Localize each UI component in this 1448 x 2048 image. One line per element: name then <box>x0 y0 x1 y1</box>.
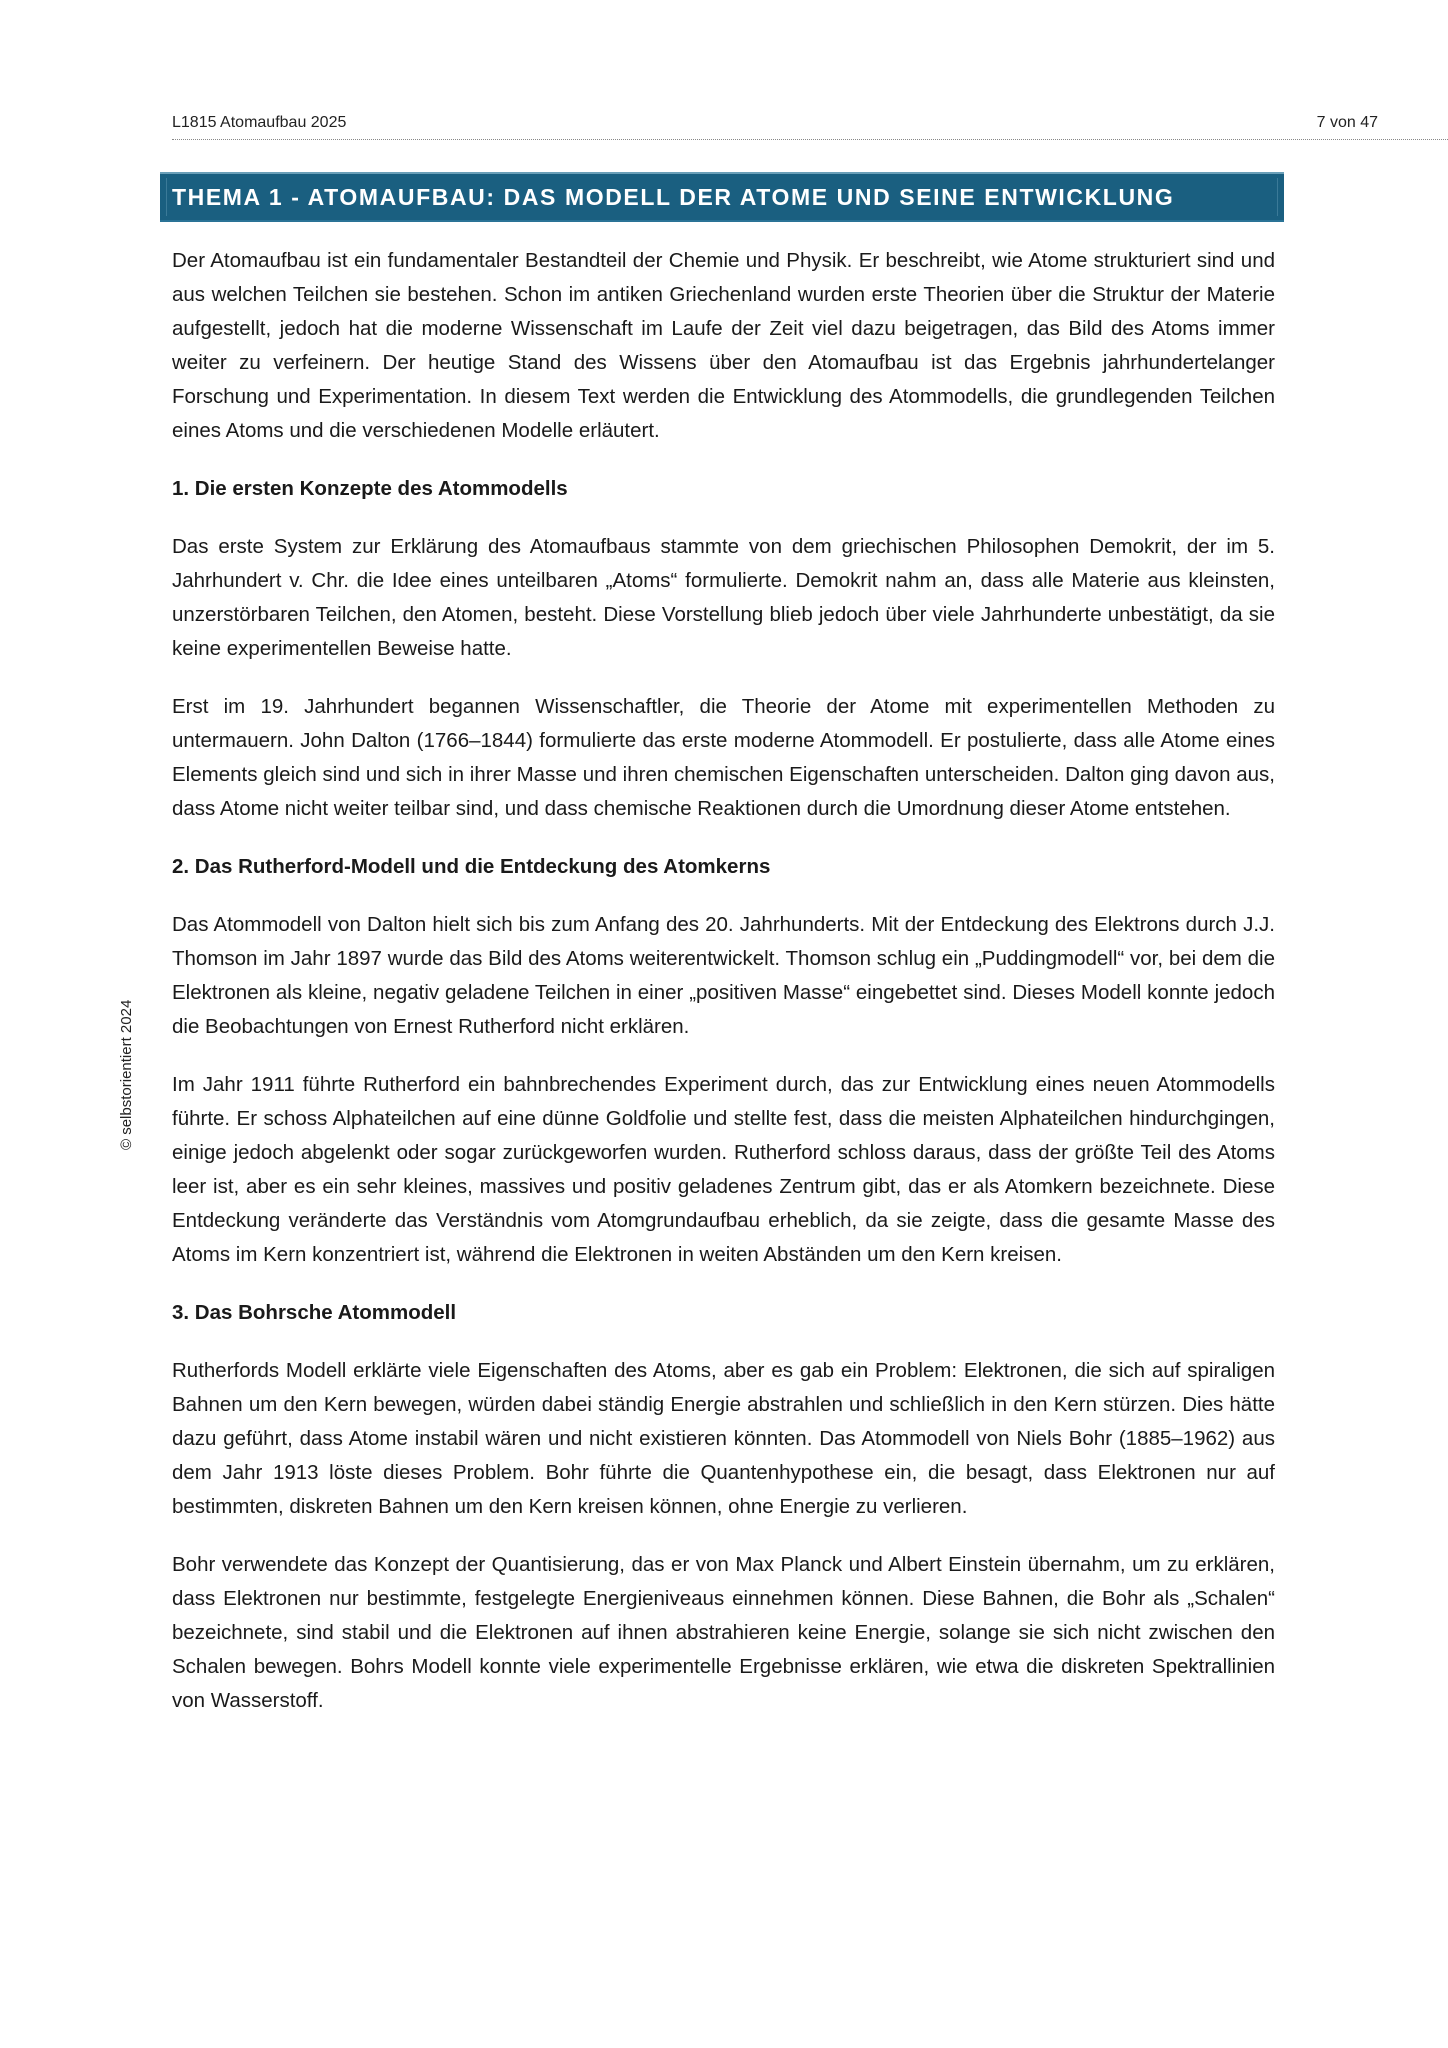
section-heading-3: 3. Das Bohrsche Atommodell <box>172 1301 457 1324</box>
section-3-paragraph-2: Bohr verwendete das Konzept der Quantisierung, das er von Max Planck und Albert Einstein übernahm, um zu erklären, dass Elektronen nur bestimmte, festgelegte Energieniveaus einnehmen können. Diese Bahnen, die Bohr als „Schalen“ bezeichnete, sind stabil und die Elektronen auf ihnen abstrahieren keine Energie, solange sie sich nicht zwischen den Schalen bewegen. Bohrs Modell konnte viele experimentelle Ergebnisse erklären, wie etwa die diskreten Spektrallinien von Wasserstoff. <box>172 1553 1275 1712</box>
section-heading-1: 1. Die ersten Konzepte des Atommodells <box>172 477 568 500</box>
section-2-paragraph-1: Das Atommodell von Dalton hielt sich bis zum Anfang des 20. Jahrhunderts. Mit der Entdeckung des Elektrons durch J.J. Thomson im Jahr 1897 wurde das Bild des Atoms weiterentwickelt. Thomson schlug ein „Puddingmodell“ vor, bei dem die Elektronen als kleine, negativ geladene Teilchen in einer „positiven Masse“ eingebettet sind. Dieses Modell konnte jedoch die Beobachtungen von Ernest Rutherford nicht erklären. <box>172 913 1275 1038</box>
section-heading-2: 2. Das Rutherford-Modell und die Entdeckung des Atomkerns <box>172 855 771 878</box>
running-header <box>172 114 1378 138</box>
section-2-paragraph-2: Im Jahr 1911 führte Rutherford ein bahnbrechendes Experiment durch, das zur Entwicklung eines neuen Atommodells führte. Er schoss Alphateilchen auf eine dünne Goldfolie und stellte fest, dass die meisten Alphateilchen hindurchgingen, einige jedoch abgelenkt oder sogar zurückgeworfen wurden. Rutherford schloss daraus, dass der größte Teil des Atoms leer ist, aber es ein sehr kleines, massives und positiv geladenes Zentrum gibt, das er als Atomkern bezeichnete. Diese Entdeckung veränderte das Verständnis vom Atomgrundaufbau erheblich, da sie zeigte, dass die gesamte Masse des Atoms im Kern konzentriert ist, während die Elektronen in weiten Abständen um den Kern kreisen. <box>172 1073 1275 1266</box>
document-id: L1815 Atomaufbau 2025 <box>172 114 347 131</box>
document-body <box>172 244 1275 1718</box>
copyright-note: © selbstorientiert 2024 <box>118 999 135 1150</box>
header-divider <box>172 139 1448 140</box>
section-1-paragraph-1: Das erste System zur Erklärung des Atomaufbaus stammte von dem griechischen Philosophen Demokrit, der im 5. Jahrhundert v. Chr. die Idee eines unteilbaren „Atoms“ formulierte. Demokrit nahm an, dass alle Materie aus kleinsten, unzerstörbaren Teilchen, den Atomen, besteht. Diese Vorstellung blieb jedoch über viele Jahrhunderte unbestätigt, da sie keine experimentellen Beweise hatte. <box>172 535 1275 660</box>
section-1-paragraph-2: Erst im 19. Jahrhundert begannen Wissenschaftler, die Theorie der Atome mit experimentellen Methoden zu untermauern. John Dalton (1766–1844) formulierte das erste moderne Atommodell. Er postulierte, dass alle Atome eines Elements gleich sind und sich in ihrer Masse und ihren chemischen Eigenschaften unterscheiden. Dalton ging davon aus, dass Atome nicht weiter teilbar sind, und dass chemische Reaktionen durch die Umordnung dieser Atome entstehen. <box>172 695 1275 820</box>
theme-title: THEMA 1 - ATOMAUFBAU: DAS MODELL DER ATOME UND SEINE ENTWICKLUNG <box>172 184 1175 210</box>
section-3-paragraph-1: Rutherfords Modell erklärte viele Eigenschaften des Atoms, aber es gab ein Problem: Elektronen, die sich auf spiraligen Bahnen um den Kern bewegen, würden dabei ständig Energie abstrahlen und schließlich in den Kern stürzen. Dies hätte dazu geführt, dass Atome instabil wären und nicht existieren könnten. Das Atommodell von Niels Bohr (1885–1962) aus dem Jahr 1913 löste dieses Problem. Bohr führte die Quantenhypothese ein, die besagt, dass Elektronen nur auf bestimmten, diskreten Bahnen um den Kern kreisen können, ohne Energie zu verlieren. <box>172 1359 1275 1518</box>
page-number: 7 von 47 <box>1316 114 1378 131</box>
intro-paragraph: Der Atomaufbau ist ein fundamentaler Bestandteil der Chemie und Physik. Er beschreibt, wie Atome strukturiert sind und aus welchen Teilchen sie bestehen. Schon im antiken Griechenland wurden erste Theorien über die Struktur der Materie aufgestellt, jedoch hat die moderne Wissenschaft im Laufe der Zeit viel dazu beigetragen, das Bild des Atoms immer weiter zu verfeinern. Der heutige Stand des Wissens über den Atomaufbau ist das Ergebnis jahrhundertelanger Forschung und Experimentation. In diesem Text werden die Entwicklung des Atommodells, die grundlegenden Teilchen eines Atoms und die verschiedenen Modelle erläutert. <box>172 249 1275 442</box>
theme-title-bar <box>160 172 1284 222</box>
